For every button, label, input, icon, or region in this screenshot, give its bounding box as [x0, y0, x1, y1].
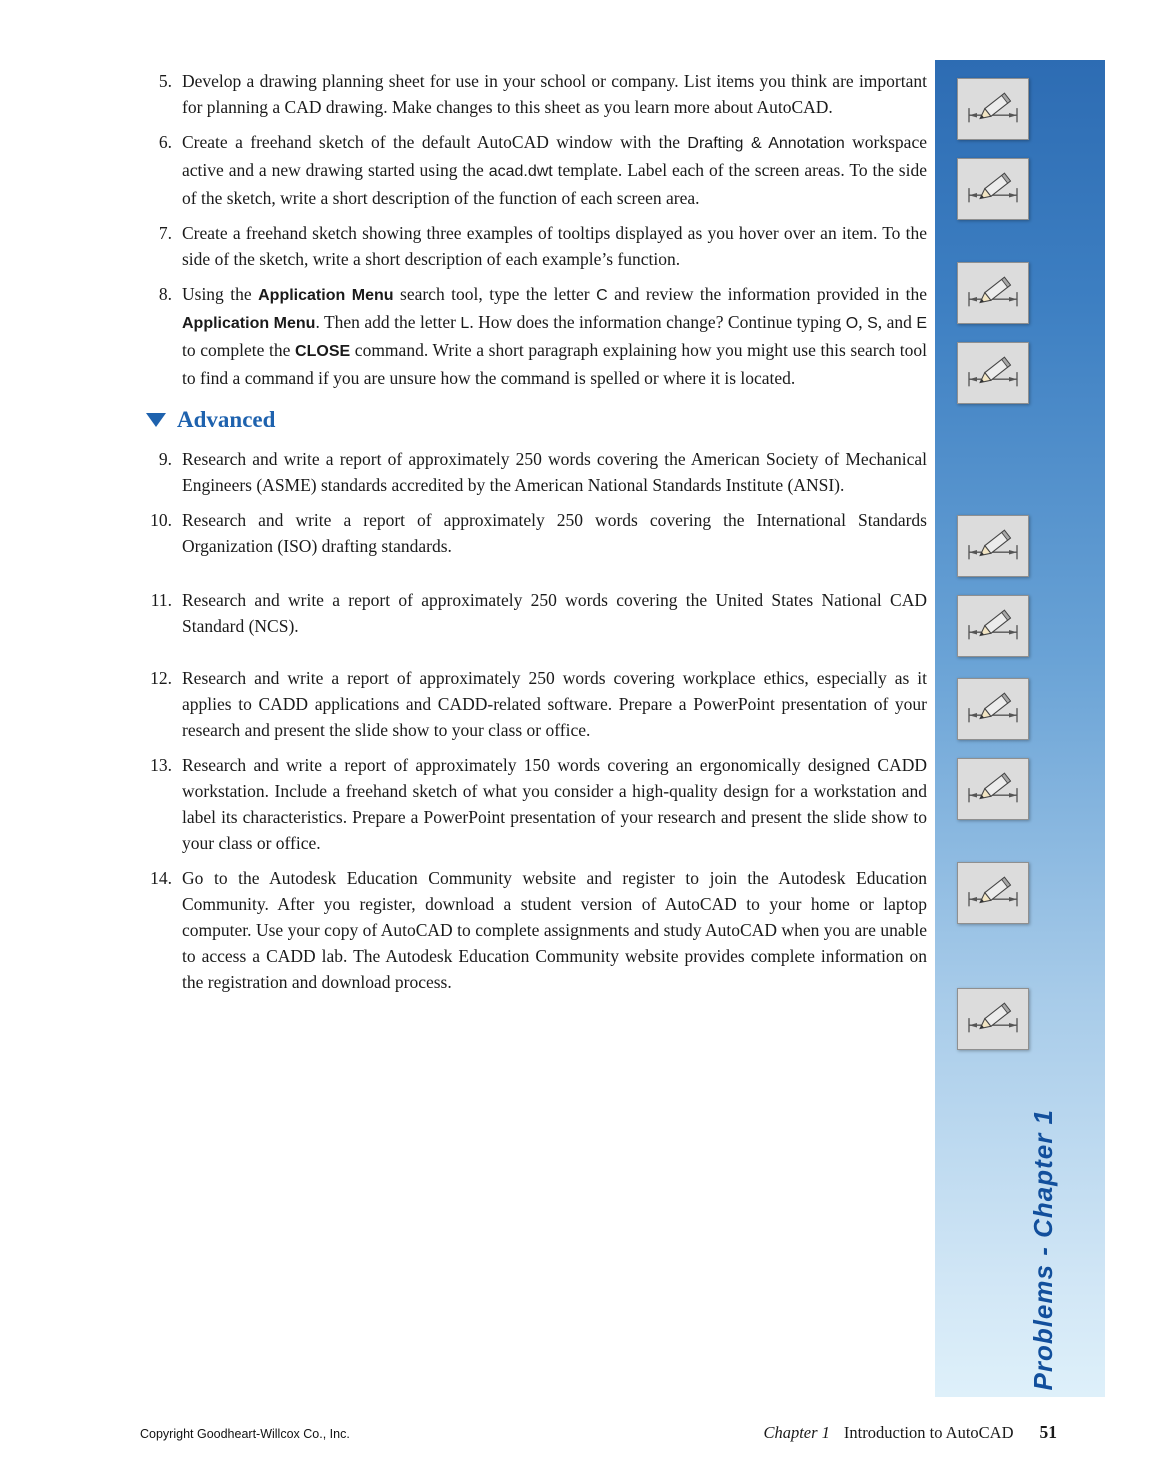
problem-number: 11. — [150, 590, 172, 610]
problem-icon-box — [957, 678, 1029, 740]
problems-list-advanced — [140, 446, 927, 995]
drafting-pencil-icon — [964, 765, 1022, 813]
problem-item — [140, 507, 927, 559]
problem-number: 12. — [150, 668, 172, 688]
problem-text: Go to the Autodesk Education Community website and register to join the Autodesk Education Community. After you register, download a student version of AutoCAD to your home or laptop computer. Use your copy of AutoCAD to complete assignments and study AutoCAD when you are unable to access a CADD lab. The Autodesk Education Community website provides complete information on the registration and download process. — [182, 868, 927, 992]
sidebar-chapter-label: Problems - Chapter 1 — [1028, 1109, 1058, 1391]
chapter-label: Chapter 1 — [763, 1423, 830, 1442]
problem-text: Research and write a report of approximately 250 words covering the United States National CAD Standard (NCS). — [182, 590, 927, 636]
problem-number: 9. — [158, 449, 172, 469]
problem-number: 8. — [158, 284, 172, 304]
problem-item — [140, 446, 927, 498]
problem-text: Research and write a report of approximately 250 words covering the American Society of Mechanical Engineers (ASME) standards accredited by the American National Standards Institute (ANSI). — [182, 449, 927, 495]
drafting-pencil-icon — [964, 85, 1022, 133]
problem-icon-box — [957, 862, 1029, 924]
problem-number: 10. — [150, 510, 172, 530]
problem-icon-box — [957, 342, 1029, 404]
problem-item — [140, 752, 927, 856]
problem-icon-box — [957, 515, 1029, 577]
problem-item — [140, 281, 927, 391]
problem-number: 6. — [158, 132, 172, 152]
problems-content — [140, 68, 927, 1004]
chapter-title: Introduction to AutoCAD — [843, 1423, 1014, 1442]
problem-icon-box — [957, 988, 1029, 1050]
page-footer — [0, 1420, 1149, 1454]
problem-item — [140, 865, 927, 995]
problem-text: Using the Application Menu search tool, type the letter C and review the information provided in the Application Menu. Then add the letter L. How does the information change? Continue typing O, S, and E to complete the CLOSE command. Write a short paragraph explaining how you might use this search tool to find a command if you are unsure how the command is spelled or where it is located. — [182, 284, 928, 388]
problem-item — [140, 220, 927, 272]
advanced-triangle-icon — [146, 413, 166, 427]
footer-chapter-info — [763, 1422, 1057, 1443]
problem-number: 13. — [150, 755, 172, 775]
drafting-pencil-icon — [964, 869, 1022, 917]
problem-text: Create a freehand sketch showing three examples of tooltips displayed as you hover over an item. To the side of the sketch, write a short description of each example’s function. — [182, 223, 927, 269]
chapter-sidebar — [935, 60, 1105, 1397]
problem-text: Develop a drawing planning sheet for use in your school or company. List items you think are important for planning a CAD drawing. Make changes to this sheet as you learn more about AutoCAD. — [182, 71, 927, 117]
problem-text: Research and write a report of approximately 150 words covering an ergonomically designed CADD workstation. Include a freehand sketch of what you consider a high-quality design for a workstation and label its characteristics. Prepare a PowerPoint presentation of your research and present the slide show to your class or office. — [182, 755, 927, 853]
drafting-pencil-icon — [964, 349, 1022, 397]
problem-item — [140, 68, 927, 120]
problem-icon-box — [957, 78, 1029, 140]
problem-item — [140, 587, 927, 639]
problem-icon-box — [957, 595, 1029, 657]
page-number: 51 — [1039, 1422, 1057, 1442]
copyright-text: Copyright Goodheart-Willcox Co., Inc. — [140, 1427, 350, 1441]
problem-icon-box — [957, 758, 1029, 820]
problem-number: 14. — [150, 868, 172, 888]
problems-list-basic — [140, 68, 927, 391]
problem-number: 5. — [158, 71, 172, 91]
problem-icon-box — [957, 262, 1029, 324]
drafting-pencil-icon — [964, 522, 1022, 570]
problem-item — [140, 129, 927, 211]
problem-text: Research and write a report of approximately 250 words covering workplace ethics, especially as it applies to CADD applications and CADD-related software. Prepare a PowerPoint presentation of your research and present the slide show to your class or office. — [182, 668, 927, 740]
problem-item — [140, 665, 927, 743]
problem-text: Research and write a report of approximately 250 words covering the International Standards Organization (ISO) drafting standards. — [182, 510, 927, 556]
drafting-pencil-icon — [964, 995, 1022, 1043]
problem-number: 7. — [158, 223, 172, 243]
drafting-pencil-icon — [964, 685, 1022, 733]
advanced-heading-label: Advanced — [177, 407, 276, 432]
problem-icon-box — [957, 158, 1029, 220]
drafting-pencil-icon — [964, 602, 1022, 650]
advanced-heading — [146, 407, 927, 433]
drafting-pencil-icon — [964, 269, 1022, 317]
drafting-pencil-icon — [964, 165, 1022, 213]
problem-text: Create a freehand sketch of the default AutoCAD window with the Drafting & Annotation workspace active and a new drawing started using the acad.dwt template. Label each of the screen areas. To the side of the sketch, write a short description of the function of each screen area. — [182, 132, 927, 208]
